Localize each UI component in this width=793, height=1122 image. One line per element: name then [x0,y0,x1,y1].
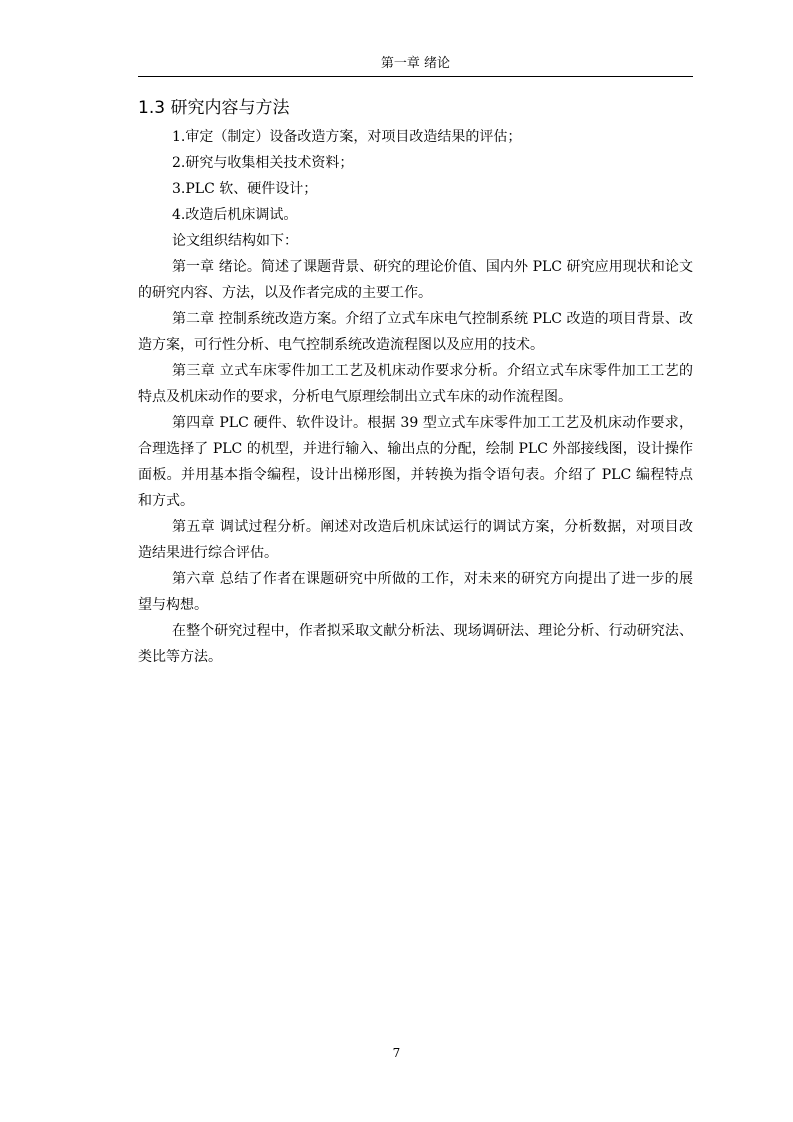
list-item: 2.研究与收集相关技术资料； [172,155,354,171]
chapter-summary-3: 第三章 立式车床零件加工工艺及机床动作要求分析。介绍立式车床零件加工工艺的特点及机床动作的要求，分析电气原理绘制出立式车床的动作流程图。 [138,363,693,405]
chapter-summary-5: 第五章 调试过程分析。阐述对改造后机床试运行的调试方案，分析数据，对项目改造结果进行综合评估。 [138,519,693,561]
header-divider [138,76,693,77]
body-text [138,124,693,670]
list-item: 4.改造后机床调试。 [172,207,298,223]
chapter-summary-6: 第六章 总结了作者在课题研究中所做的工作，对未来的研究方向提出了进一步的展望与构想。 [138,571,693,613]
chapter-summary-2: 第二章 控制系统改造方案。介绍了立式车床电气控制系统 PLC 改造的项目背景、改造方案，可行性分析、电气控制系统改造流程图以及应用的技术。 [138,311,693,353]
structure-intro: 论文组织结构如下： [172,233,298,249]
list-item: 1.审定（制定）设备改造方案，对项目改造结果的评估； [172,129,522,145]
section-title: 1.3 研究内容与方法 [138,98,290,118]
page-number: 7 [392,1046,401,1060]
running-header: 第一章 绪论 [380,56,451,71]
methods-paragraph: 在整个研究过程中，作者拟采取文献分析法、现场调研法、理论分析、行动研究法、类比等方法。 [138,623,693,665]
chapter-summary-1: 第一章 绪论。简述了课题背景、研究的理论价值、国内外 PLC 研究应用现状和论文的研究内容、方法，以及作者完成的主要工作。 [138,259,693,301]
chapter-summary-4: 第四章 PLC 硬件、软件设计。根据 39 型立式车床零件加工工艺及机床动作要求，合理选择了 PLC 的机型，并进行输入、输出点的分配，绘制 PLC 外部接线图，设计操作面板。并用基本指令编程，设计出梯形图，并转换为指令语句表。介绍了 PLC 编程特点和方式。 [138,415,693,509]
list-item: 3.PLC 软、硬件设计； [172,181,318,197]
